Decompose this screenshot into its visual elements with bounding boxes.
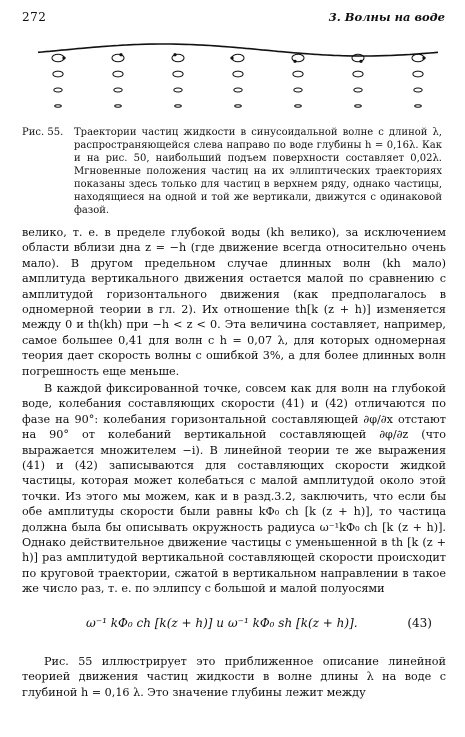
caption-label: Рис. 55. (22, 127, 64, 138)
particle-position-dot (173, 53, 176, 56)
particle-position-dot (62, 56, 65, 59)
particle-trajectory-ellipse (54, 88, 62, 92)
particle-position-dot (119, 53, 122, 56)
particle-position-dot (293, 60, 296, 63)
caption-text: Траектории частиц жидкости в синусоидальной волне с длиной λ, распространяющейся слева направо по воде глубины h = 0,16λ. Как и на рис. 50, наибольший подъем поверхности составляет 0,02λ. Мгновенные положения частиц на их эллиптических траекториях показаны здесь только для частиц в верхнем ряду, однако частицы, находящиеся на одной и той же вертикали, движутся с одинаковой фазой. (74, 127, 442, 216)
particle-position-dot (422, 56, 425, 59)
paragraph-1: велико, т. е. в пределе глубокой воды (kh велико), за исключением области вблизи дна z = −h (где движение всегда относительно очень мало). В другом предельном случае длинных волн (kh мало) амплитуда вертикального движения остается малой по сравнению с амплитудой горизонтального движения (как предполагалось в одномерной теории в гл. 2). Их отношение th[k (z + h)] изменяется между 0 и th(kh) при −h < z < 0. Эта величина составляет, например, самое большее 0,41 для волн с h = 0,07 λ, для которых одномерная теория дает скорость волны с ошибкой 3%, а для более длинных волн погрешность еще меньше. (22, 226, 446, 378)
particle-trajectory-ellipse (355, 105, 362, 107)
page-header (22, 10, 445, 28)
particle-trajectory-ellipse (234, 88, 242, 92)
particle-trajectory-ellipse (293, 71, 303, 77)
equation-number: (43) (407, 616, 432, 630)
particle-trajectory-ellipse (412, 54, 424, 62)
particle-trajectory-ellipse (115, 105, 122, 107)
particle-trajectory-ellipse (415, 105, 422, 107)
particle-trajectory-ellipse (354, 88, 362, 92)
particle-trajectory-ellipse (174, 88, 182, 92)
particle-trajectory-ellipse (114, 88, 122, 92)
page-number: 272 (22, 10, 47, 24)
paragraph-3: Рис. 55 иллюстрирует это приближенное описание линейной теорией движения частиц жидкости в волне длины λ на воде с глубиной h = 0,16 λ. Это значение глубины лежит между (22, 655, 446, 699)
particle-columns (52, 53, 426, 107)
particle-trajectory-ellipse (413, 71, 423, 77)
particle-trajectory-ellipse (232, 54, 244, 62)
particle-trajectory-ellipse (294, 88, 302, 92)
particle-trajectory-ellipse (53, 71, 63, 77)
particle-trajectory-ellipse (233, 71, 243, 77)
paragraph-2: В каждой фиксированной точке, совсем как для волн на глубокой воде, колебания составляющих скорости (41) и (42) отличаются по фазе на 90°: колебания горизонтальной составляющей ∂φ/∂x отстают на 90° от колебаний вертикальной составляющей ∂φ/∂z (что выражается множителем −i). В линейной теории те же выражения (41) и (42) записываются для составляющих скорости жидкой частицы, которая может колебаться с малой амплитудой около этой точки. Из этого мы можем, как и в разд.3.2, заключить, что если бы обе амплитуды скорости были равны kΦ₀ ch [k (z + h)], то частица должна была бы описывать окружность радиуса ω⁻¹kΦ₀ ch [k (z + h)]. Однако действительное движение частицы с уменьшенной в th [k (z + h)] раз амплитудой вертикальной составляющей скорости происходит по круговой траектории, сжатой в вертикальном направлении в такое же число раз, т. е. по эллипсу с большой и малой полуосями (22, 382, 446, 596)
particle-trajectory-ellipse (353, 71, 363, 77)
equation-body: ω⁻¹ kΦ₀ ch [k(z + h)] и ω⁻¹ kΦ₀ sh [k(z + h)]. (86, 616, 358, 630)
figure-particle-trajectories (38, 36, 438, 122)
particle-trajectory-ellipse (55, 105, 62, 107)
body-text (22, 225, 446, 597)
figure-caption (22, 126, 442, 217)
running-head: 3. Волны на воде (328, 10, 445, 24)
particle-trajectory-ellipse (175, 105, 182, 107)
equation-43 (22, 616, 446, 636)
particle-position-dot (359, 60, 362, 63)
particle-position-dot (230, 56, 233, 59)
particle-trajectory-ellipse (173, 71, 183, 77)
particle-trajectory-ellipse (52, 54, 64, 62)
particle-trajectory-ellipse (295, 105, 302, 107)
particle-trajectory-ellipse (113, 71, 123, 77)
particle-trajectory-ellipse (414, 88, 422, 92)
particle-trajectory-ellipse (235, 105, 242, 107)
